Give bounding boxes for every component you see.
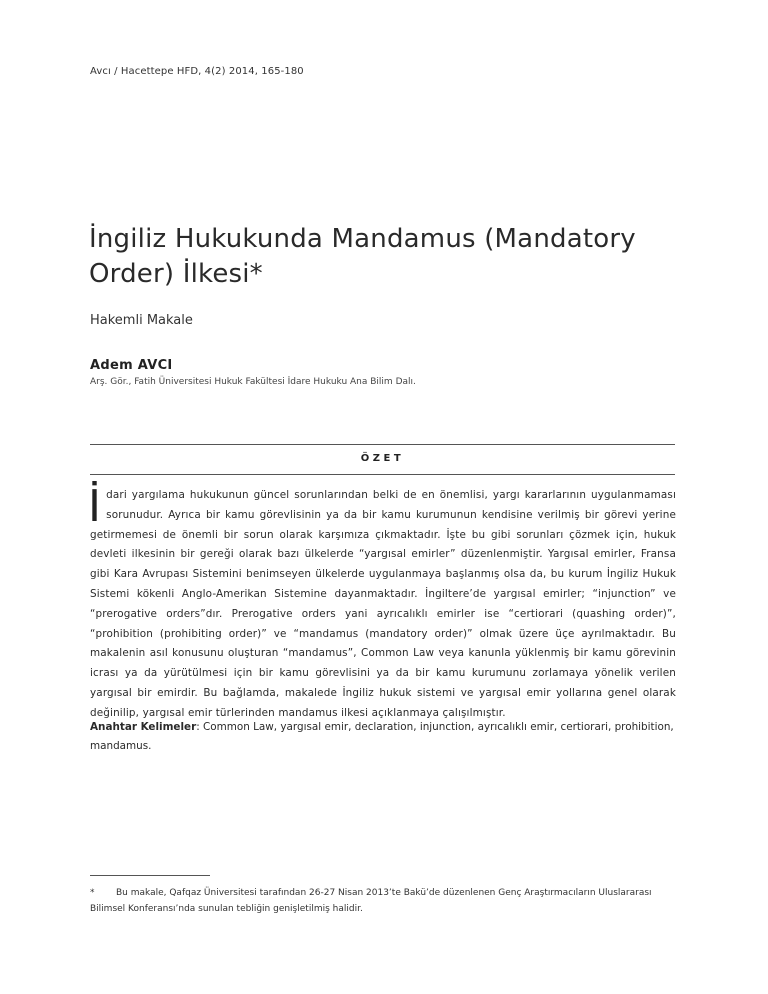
abstract-heading: ÖZET	[360, 453, 405, 464]
abstract-top-rule	[90, 444, 675, 445]
author-name: Adem AVCI	[90, 358, 173, 373]
keywords	[90, 718, 676, 756]
abstract-drop-cap: İ	[88, 481, 102, 532]
footnote-rule	[90, 875, 210, 876]
article-type: Hakemli Makale	[90, 313, 193, 328]
running-head: Avcı / Hacettepe HFD, 4(2) 2014, 165-180	[90, 66, 304, 77]
footnote-text: Bu makale, Qafqaz Üniversitesi tarafından 26-27 Nisan 2013’te Bakü’de düzenlenen Genç Araştırmacıların Uluslararası Bilimsel Konferansı’nda sunulan tebliğin genişletilmiş halidir.	[90, 888, 652, 914]
footnote-mark: *	[90, 888, 95, 898]
author-affiliation: Arş. Gör., Fatih Üniversitesi Hukuk Fakültesi İdare Hukuku Ana Bilim Dalı.	[90, 377, 416, 387]
article-title: İngiliz Hukukunda Mandamus (Mandatory Order) İlkesi*	[89, 224, 636, 289]
keywords-label: Anahtar Kelimeler	[90, 721, 197, 733]
abstract-text: dari yargılama hukukunun güncel sorunlarından belki de en önemlisi, yargı kararlarının uygulanmaması sorunudur. Ayrıca bir kamu görevlisinin ya da bir kamu kurumunun kendisine verilmiş bir görevi yerine getirmemesi de önemli bir sorun olarak karşımıza çıkmaktadır. İşte bu gibi sorunları çözmek için, hukuk devleti ilkesinin bir gereği olarak bazı ülkelerde “yargısal emirler” düzenlenmiştir. Yargısal emirler, Fransa gibi Kara Avrupası Sistemini benimseyen ülkelerde uygulanmaya başlanmış olsa da, bu kurum İngiliz Hukuk Sistemi kökenli Anglo-Amerikan Sistemine dayanmaktadır. İngiltere’de yargısal emirler; “injunction” ve “prerogative orders”dır. Prerogative orders yani ayrıcalıklı emirler ise “certiorari (quashing order)”, “prohibition (prohibiting order)” ve “mandamus (mandatory order)” olmak üzere üçe ayrılmaktadır. Bu makalenin asıl konusunu oluşturan “mandamus”, Common Law veya kanunla yüklenmiş bir kamu görevinin icrası ya da yürütülmesi için bir kamu görevlisini ya da bir kamu kurumunu zorlamaya yönelik verilen yargısal bir emirdir. Bu bağlamda, makalede İngiliz hukuk sistemi ve yargısal emir yollarına genel olarak değinilip, yargısal emir türlerinden mandamus ilkesi açıklanmaya çalışılmıştır.	[90, 489, 676, 719]
footnote	[90, 885, 676, 917]
abstract-bottom-rule	[90, 474, 675, 475]
abstract-body	[88, 481, 676, 724]
keywords-text: : Common Law, yargısal emir, declaration, injunction, ayrıcalıklı emir, certiorari, prohibition, mandamus.	[90, 721, 674, 752]
